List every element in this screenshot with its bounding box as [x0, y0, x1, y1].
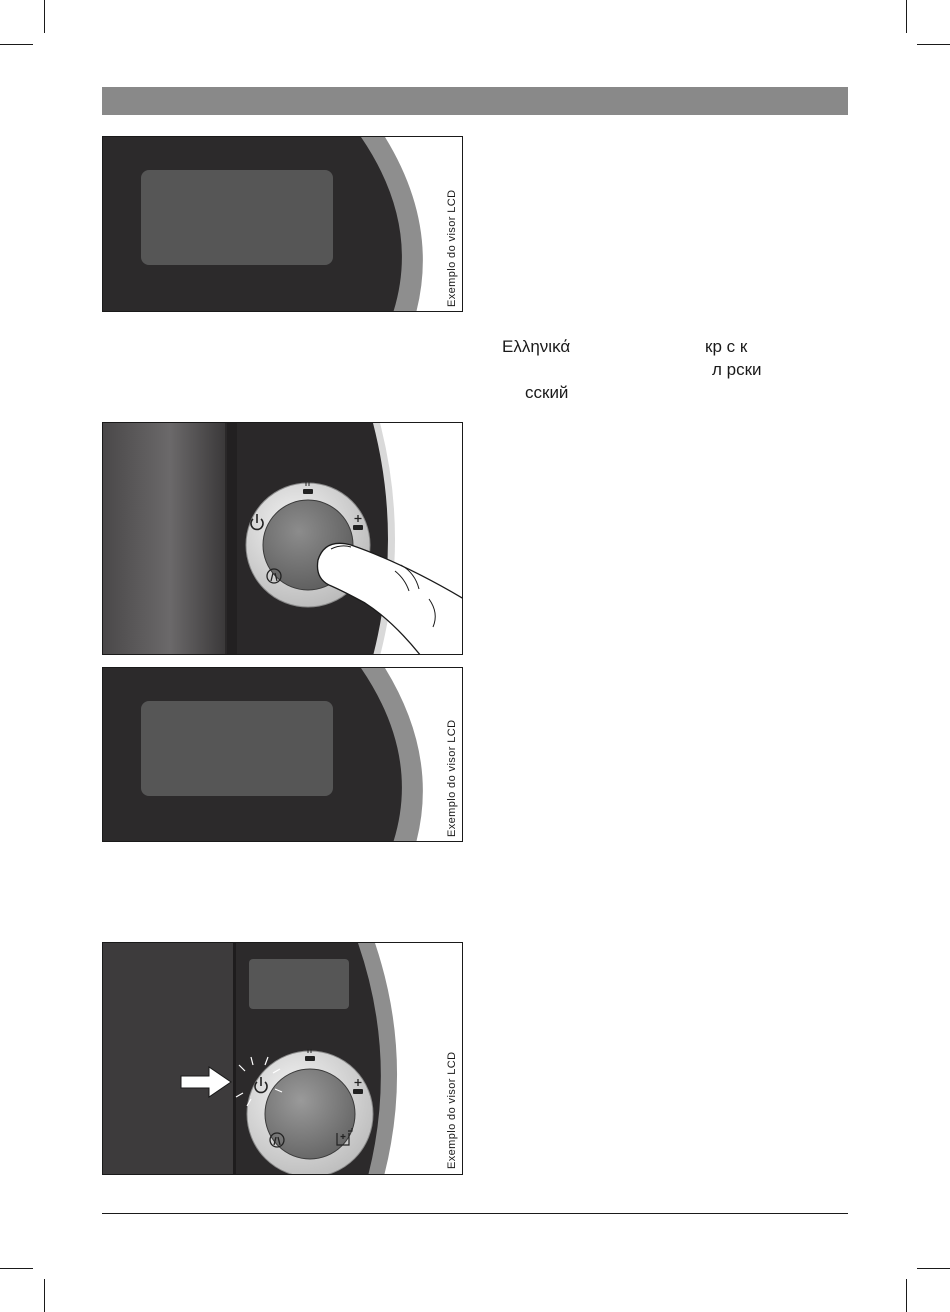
lcd-illustration-1 — [103, 137, 463, 312]
lcd-illustration-2 — [103, 668, 463, 842]
dial-press-panel — [102, 422, 463, 655]
crop-mark — [44, 0, 45, 33]
lcd-screen — [141, 701, 333, 796]
lcd-example-label: Exemplo do visor LCD — [446, 719, 458, 837]
language-option-fragment: кр с к — [705, 337, 748, 356]
crop-mark — [906, 1279, 907, 1312]
crop-mark — [917, 44, 950, 45]
crop-mark — [0, 1268, 33, 1269]
crop-mark — [0, 44, 33, 45]
header-bar — [102, 87, 848, 115]
lcd-screen — [141, 170, 333, 265]
lcd-screen — [249, 959, 349, 1009]
footer-rule — [102, 1213, 848, 1214]
dial-press-illustration — [103, 423, 463, 655]
lcd-example-panel-1 — [102, 136, 463, 312]
language-option-fragment: сский — [525, 383, 569, 402]
lcd-example-panel-2 — [102, 667, 463, 842]
dial-power-illustration — [103, 943, 463, 1175]
lcd-example-label: Exemplo do visor LCD — [446, 1051, 458, 1169]
language-option-greek: Ελληνικά — [502, 337, 571, 356]
dial-power-panel — [102, 942, 463, 1175]
crop-mark — [44, 1279, 45, 1312]
language-option-fragment: л рски — [712, 360, 762, 379]
crop-mark — [906, 0, 907, 33]
crop-mark — [917, 1268, 950, 1269]
lcd-example-label: Exemplo do visor LCD — [446, 189, 458, 307]
